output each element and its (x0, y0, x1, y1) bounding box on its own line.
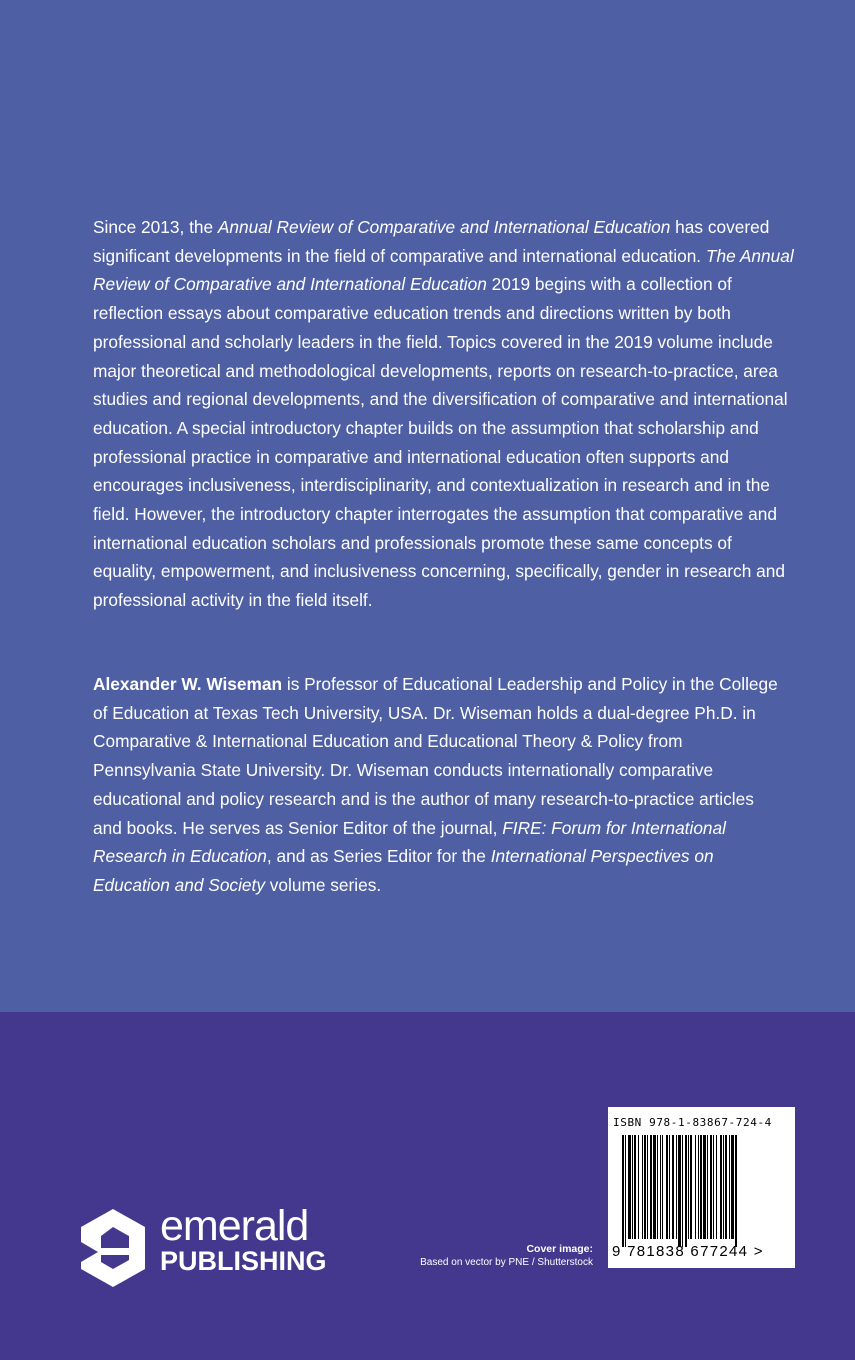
barcode-bar (669, 1135, 670, 1239)
barcode-bar (690, 1135, 692, 1239)
barcode-bar (632, 1135, 633, 1239)
barcode-bar (707, 1135, 708, 1239)
barcode-bar (650, 1135, 652, 1239)
barcode-bar (657, 1135, 658, 1239)
author-bio: Alexander W. Wiseman is Professor of Educational Leadership and Policy in the College of Education at Texas Tech University, USA. Dr. Wiseman holds a dual-degree Ph.D. in Comparative & International Education and Educational Theory & Policy from Pennsylvania State University. Dr. Wiseman conducts internationally comparative educational and policy research and is the author of many research-to-practice articles and books. He serves as Senior Editor of the journal, FIRE: Forum for International Research in Education, and as Series Editor for the International Perspectives on Education and Society volume series. (93, 674, 778, 895)
barcode-bar (647, 1135, 648, 1239)
isbn-barcode (608, 1107, 795, 1268)
barcode-bar (672, 1135, 674, 1239)
cover-credit-label: Cover image: (526, 1243, 593, 1255)
barcode-bar (713, 1135, 714, 1239)
logo-word-publishing: PUBLISHING (160, 1246, 327, 1276)
barcode-bar (735, 1135, 737, 1247)
emerald-hexagon-icon (78, 1207, 148, 1289)
book-description: Since 2013, the Annual Review of Comparative and International Education has covered significant developments in the field of comparative and international education. The Annual Review of Comparative and International Education 2019 begins with a collection of reflection essays about comparative education trends and directions written by both professional and scholarly leaders in the field. Topics covered in the 2019 volume include major theoretical and methodological developments, reports on research-to-practice, area studies and regional developments, and the diversification of comparative and international education. A special introductory chapter builds on the assumption that scholarship and professional practice in comparative and international education often supports and encourages inclusiveness, interdisciplinarity, and contextualization in research and in the field. However, the introductory chapter interrogates the assumption that comparative and international education scholars and professionals promote these same concepts of equality, empowerment, and inclusiveness concerning, specifically, gender in research and professional activity in the field itself. (93, 217, 794, 611)
barcode-bar (716, 1135, 717, 1239)
barcode-bar (642, 1135, 643, 1239)
barcode-bar (625, 1135, 626, 1247)
barcode-bar (723, 1135, 724, 1239)
barcode-bar (703, 1135, 706, 1239)
publisher-logo (78, 1202, 328, 1289)
barcode-bar (688, 1135, 689, 1239)
cover-credit-text: Based on vector by PNE / Shutterstock (420, 1257, 593, 1268)
barcode-bar (660, 1135, 661, 1239)
barcode-bar (662, 1135, 663, 1239)
barcode-bar (644, 1135, 646, 1239)
barcode-bar (682, 1135, 683, 1247)
barcode-bar (653, 1135, 656, 1239)
barcode-bar (666, 1135, 668, 1239)
barcode-bar (638, 1135, 639, 1239)
barcode-bar (729, 1135, 730, 1239)
author-name: Alexander W. Wiseman (93, 674, 283, 694)
logo-word-emerald: emerald (160, 1202, 309, 1250)
barcode-bar (695, 1135, 696, 1239)
barcode-bar (731, 1135, 734, 1239)
barcode-bar (685, 1135, 687, 1247)
barcode-bar (678, 1135, 681, 1247)
barcode-bar (628, 1135, 631, 1239)
barcode-bar (634, 1135, 636, 1239)
barcode-bar (676, 1135, 677, 1239)
barcode-bar (720, 1135, 722, 1239)
isbn-label: ISBN 978-1-83867-724-4 (613, 1116, 772, 1129)
barcode-bar (622, 1135, 624, 1247)
barcode-bar (698, 1135, 699, 1239)
cover-credit (360, 1242, 593, 1270)
barcode-bar (710, 1135, 712, 1239)
barcode-bar (700, 1135, 702, 1239)
barcode-bar (725, 1135, 727, 1239)
barcode-digits: 9 781838 677244 > (612, 1243, 764, 1260)
